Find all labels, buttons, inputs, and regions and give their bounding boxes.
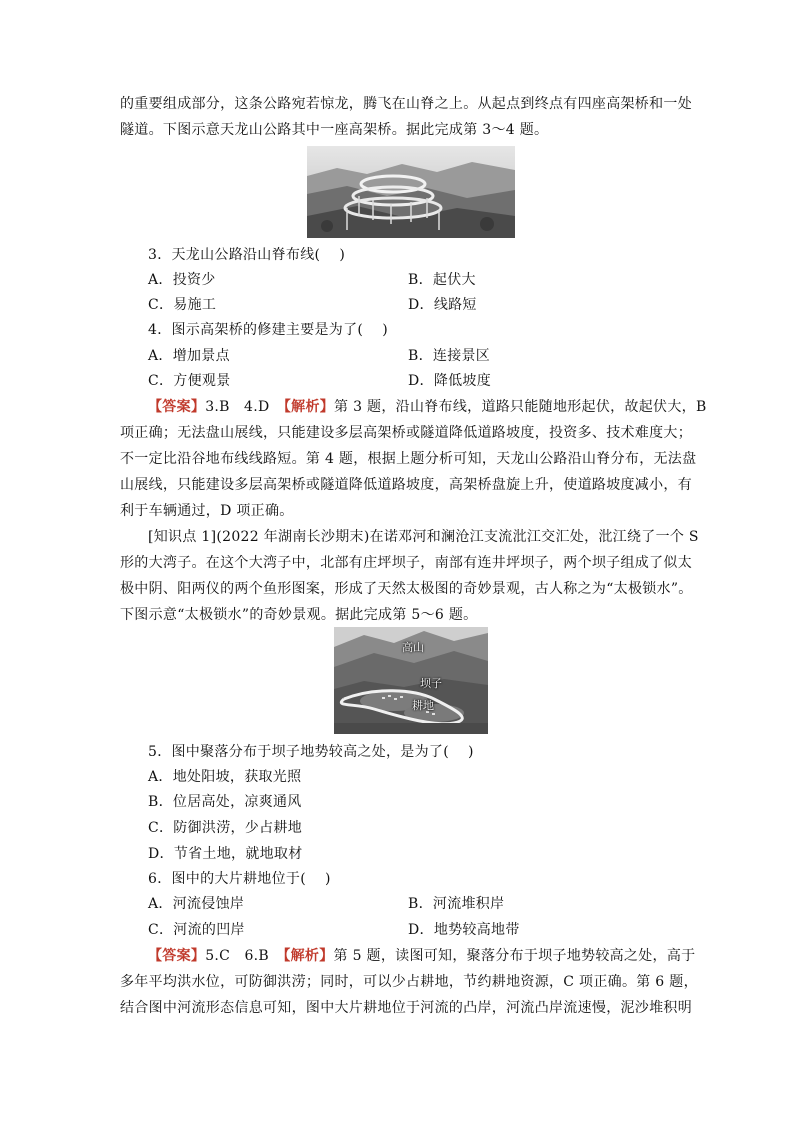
- q3-option-a: A．投资少: [148, 272, 216, 288]
- q6-option-b: B．河流堆积岸: [408, 896, 505, 912]
- answer-3-4-line-3: 不一定比沿谷地布线线路短。第 4 题，根据上题分析可知，天龙山公路沿山脊分布，无法盘: [120, 451, 697, 467]
- q3-option-c: C．易施工: [148, 297, 217, 313]
- q4-option-a: A．增加景点: [148, 348, 230, 364]
- knowledge-line-4: 下图示意“太极锁水”的奇妙景观。据此完成第 5～6 题。: [120, 607, 478, 623]
- answer-3-4-line-2: 项正确；无法盘山展线，只能建设多层高架桥或隧道降低道路坡度，投资多、技术难度大；: [120, 425, 692, 441]
- answer-tag: 【答案】: [148, 399, 206, 415]
- answer-3-4-line-5: 利于车辆通过，D 项正确。: [120, 503, 294, 519]
- answer-5-6-line-2: 多年平均洪水位，可防御洪涝；同时，可以少占耕地，节约耕地资源，C 项正确。第 6 题，: [120, 974, 698, 990]
- question-6-stem: 6．图中的大片耕地位于( ): [148, 871, 331, 887]
- question-5-stem: 5．图中聚落分布于坝子地势较高之处，是为了( ): [148, 744, 474, 760]
- answer-tag: 【答案】: [148, 948, 206, 964]
- q6-option-d: D．地势较高地带: [408, 922, 520, 938]
- answer-3-4-line-4: 山展线，只能建设多层高架桥或隧道降低道路坡度，高架桥盘旋上升，使道路坡度减小，有: [120, 477, 692, 493]
- intro-line-2: 隧道。下图示意天龙山公路其中一座高架桥。据此完成第 3～4 题。: [120, 122, 549, 138]
- q4-option-d: D．降低坡度: [408, 373, 492, 389]
- analysis-text: 第 5 题，读图可知，聚落分布于坝子地势较高之处，高于: [333, 948, 696, 964]
- answer-values: 5.C 6.B: [205, 948, 284, 964]
- analysis-text: 第 3 题，沿山脊布线，道路只能随地形起伏，故起伏大，B: [334, 399, 707, 415]
- intro-line-1: 的重要组成部分，这条公路宛若惊龙，腾飞在山脊之上。从起点到终点有四座高架桥和一处: [120, 96, 692, 112]
- answer-3-4-line-1: [148, 397, 707, 417]
- question-3-stem: 3．天龙山公路沿山脊布线( ): [148, 247, 346, 263]
- label-mountain: 高山: [402, 641, 424, 654]
- q6-option-a: A．河流侵蚀岸: [148, 896, 245, 912]
- label-farmland: 耕地: [412, 699, 434, 712]
- q3-option-d: D．线路短: [408, 297, 477, 313]
- analysis-tag: 【解析】: [283, 399, 335, 415]
- knowledge-line-3: 极中阴、阳两仪的两个鱼形图案，形成了天然太极图的奇妙景观，古人称之为“太极锁水”。: [120, 581, 693, 597]
- q4-option-b: B．连接景区: [408, 348, 491, 364]
- q4-option-c: C．方便观景: [148, 373, 231, 389]
- elevated-bridge-photo: [307, 146, 515, 238]
- answer-5-6-line-3: 结合图中河流形态信息可知，图中大片耕地位于河流的凸岸，河流凸岸流速慢，泥沙堆积明: [120, 1000, 692, 1016]
- q5-option-b: B．位居高处，凉爽通风: [148, 794, 302, 810]
- answer-values: 3.B 4.D: [205, 399, 284, 415]
- q3-option-b: B．起伏大: [408, 272, 476, 288]
- q6-option-c: C．河流的凹岸: [148, 922, 245, 938]
- knowledge-line-1: [知识点 1](2022 年湖南长沙期末)在诺邓河和澜沧江支流沘江交汇处，沘江绕了一个 S: [148, 529, 699, 545]
- q5-option-c: C．防御洪涝，少占耕地: [148, 820, 303, 836]
- analysis-tag: 【解析】: [283, 948, 334, 964]
- question-4-stem: 4．图示高架桥的修建主要是为了( ): [148, 322, 388, 338]
- answer-5-6-line-1: [148, 946, 695, 966]
- q5-option-a: A．地处阳坡，获取光照: [148, 769, 302, 785]
- knowledge-line-2: 形的大湾子。在这个大湾子中，北部有庄坪坝子，南部有连井坪坝子，两个坝子组成了似太: [120, 555, 692, 571]
- q5-option-d: D．节省土地，就地取材: [148, 846, 303, 862]
- label-basin: 坝子: [420, 677, 442, 690]
- taiji-landscape-photo: [334, 627, 488, 734]
